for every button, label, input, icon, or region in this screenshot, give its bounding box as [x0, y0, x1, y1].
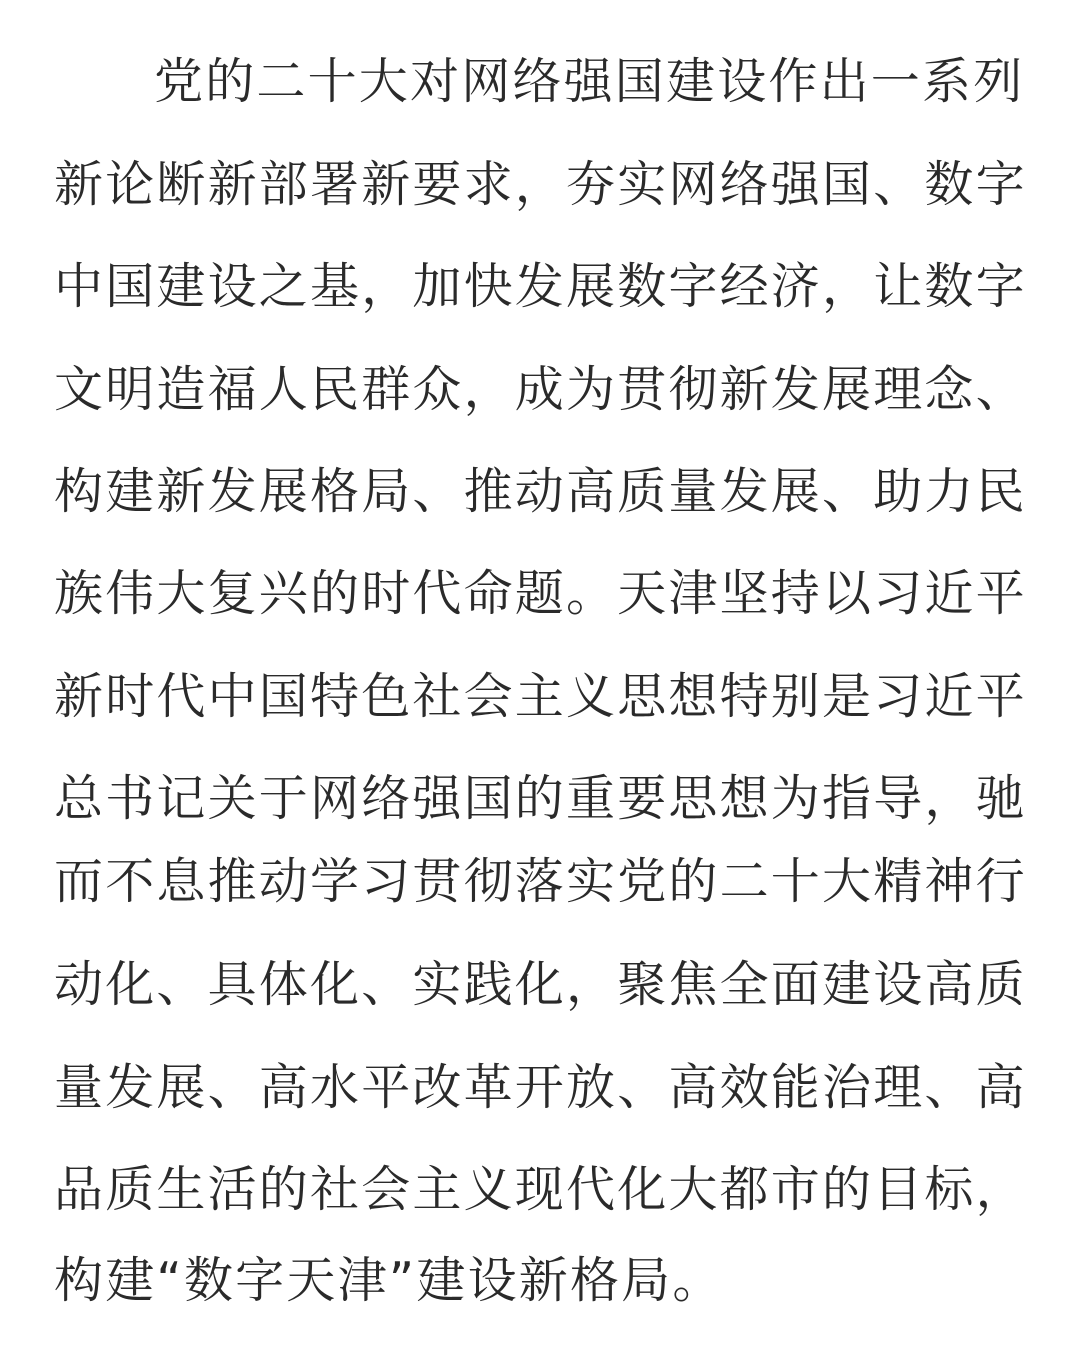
text-line-6: 族伟大复兴的时代命题。天津坚持以习近平: [54, 565, 1027, 622]
text-line-12: 品质生活的社会主义现代化大都市的目标，: [54, 1161, 1027, 1218]
text-line-11: 量发展、高水平改革开放、高效能治理、高: [54, 1059, 1027, 1116]
text-line-8: 总书记关于网络强国的重要思想为指导，驰: [54, 770, 1027, 827]
text-line-13: 构建“数字天津”建设新格局。: [54, 1252, 724, 1309]
text-line-5: 构建新发展格局、推动高质量发展、助力民: [54, 463, 1027, 520]
text-line-10: 动化、具体化、实践化，聚焦全面建设高质: [54, 956, 1027, 1013]
text-line-4: 文明造福人民群众，成为贯彻新发展理念、: [54, 361, 1027, 418]
text-line-3: 中国建设之基，加快发展数字经济，让数字: [54, 258, 1027, 315]
text-line-7: 新时代中国特色社会主义思想特别是习近平: [54, 668, 1027, 725]
text-line-1: 党的二十大对网络强国建设作出一系列: [154, 53, 1025, 110]
text-line-2: 新论断新部署新要求，夯实网络强国、数字: [54, 156, 1027, 213]
text-line-9: 而不息推动学习贯彻落实党的二十大精神行: [54, 853, 1027, 910]
